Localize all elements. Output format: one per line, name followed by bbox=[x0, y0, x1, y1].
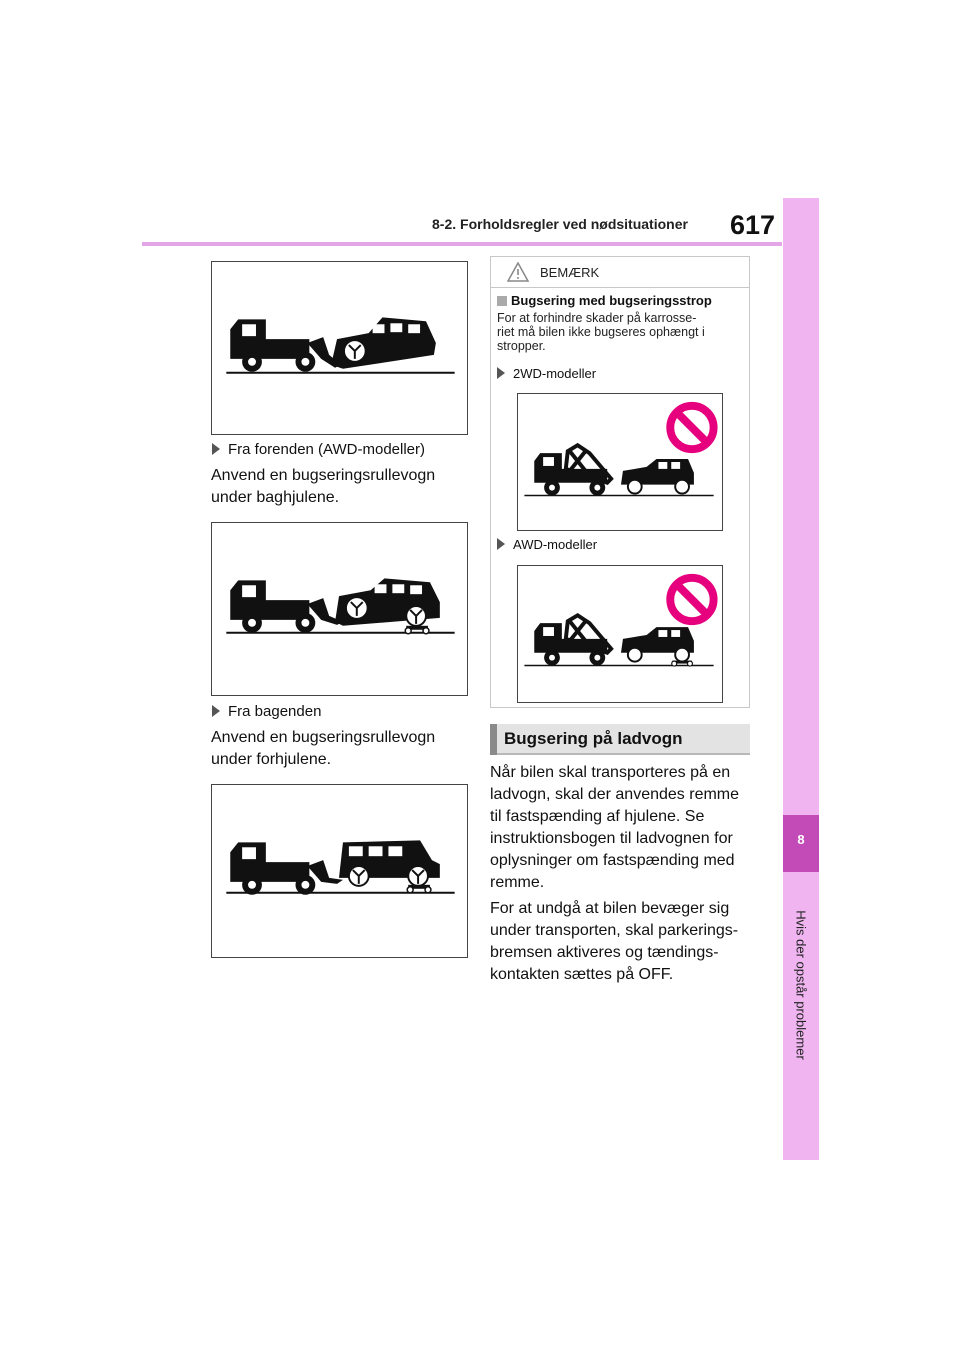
paragraph-line: under baghjulene. bbox=[211, 489, 340, 506]
notice-subtitle bbox=[497, 293, 712, 308]
paragraph-line: instruktionsbogen til ladvognen for bbox=[490, 830, 733, 847]
prohibited-strap-tow-awd-illustration bbox=[518, 566, 722, 702]
paragraph-flatbed-brake bbox=[490, 898, 738, 986]
figure-prohibited-2wd bbox=[517, 393, 723, 531]
paragraph-line: Anvend en bugseringsrullevogn bbox=[211, 467, 436, 484]
figure-dolly-rear-wheels bbox=[211, 522, 468, 696]
notice-subtitle-label: Bugsering med bugseringsstrop bbox=[511, 293, 712, 308]
list-item-front-awd bbox=[212, 441, 425, 458]
paragraph-line: For at undgå at bilen bevæger sig bbox=[490, 900, 730, 917]
paragraph-line: under forhjulene. bbox=[211, 751, 332, 768]
paragraph-line: bremsen aktiveres og tændings- bbox=[490, 944, 719, 961]
paragraph-rear-dolly bbox=[211, 465, 435, 509]
figure-prohibited-awd bbox=[517, 565, 723, 703]
triangle-bullet-icon bbox=[497, 538, 505, 550]
triangle-bullet-icon bbox=[212, 705, 220, 717]
paragraph-line: under transporten, skal parkerings- bbox=[490, 922, 739, 939]
paragraph-front-dolly bbox=[211, 727, 435, 771]
square-bullet-icon bbox=[497, 296, 507, 306]
chapter-number: 8 bbox=[797, 832, 805, 847]
tow-truck-rear-illustration bbox=[212, 785, 467, 957]
figure-tow-from-rear bbox=[211, 784, 468, 958]
list-item-from-rear bbox=[212, 703, 321, 720]
paragraph-line: ladvogn, skal der anvendes remme bbox=[490, 786, 740, 803]
notice-body bbox=[497, 311, 743, 353]
warning-triangle-icon bbox=[507, 262, 529, 282]
triangle-bullet-icon bbox=[212, 443, 220, 455]
section-header: 8-2. Forholdsregler ved nødsituationer bbox=[432, 216, 688, 232]
triangle-bullet-icon bbox=[497, 367, 505, 379]
tow-truck-illustration bbox=[212, 262, 467, 434]
header-rule bbox=[142, 242, 782, 246]
paragraph-line: Anvend en bugseringsrullevogn bbox=[211, 729, 436, 746]
figure-wheel-lift-front bbox=[211, 261, 468, 435]
paragraph-line: remme. bbox=[490, 874, 545, 891]
paragraph-flatbed-straps bbox=[490, 762, 739, 894]
notice-item-2wd bbox=[497, 366, 596, 381]
prohibited-strap-tow-illustration bbox=[518, 394, 722, 530]
notice-body-line: stropper. bbox=[497, 339, 546, 353]
notice-item-label: AWD-modeller bbox=[513, 537, 598, 552]
paragraph-line: til fastspænding af hjulene. Se bbox=[490, 808, 705, 825]
list-item-label: Fra forenden (AWD-modeller) bbox=[228, 441, 425, 458]
chapter-title: Hvis der opstår problemer bbox=[793, 910, 809, 1060]
paragraph-line: oplysninger om fastspænding med bbox=[490, 852, 735, 869]
notice-item-label: 2WD-modeller bbox=[513, 366, 597, 381]
tow-truck-dolly-illustration bbox=[212, 523, 467, 695]
paragraph-line: kontakten sættes på OFF. bbox=[490, 966, 674, 983]
section-heading-bar bbox=[490, 724, 497, 755]
paragraph-line: Når bilen skal transporteres på en bbox=[490, 764, 731, 781]
notice-body-line: For at forhindre skader på karrosse- bbox=[497, 311, 697, 325]
list-item-label: Fra bagenden bbox=[228, 703, 322, 720]
notice-body-line: riet må bilen ikke bugseres ophængt i bbox=[497, 325, 705, 339]
page-number: 617 bbox=[730, 210, 776, 240]
notice-header bbox=[490, 256, 750, 288]
notice-title: BEMÆRK bbox=[540, 265, 600, 280]
notice-item-awd bbox=[497, 537, 597, 552]
section-heading: Bugsering på ladvogn bbox=[504, 729, 683, 748]
